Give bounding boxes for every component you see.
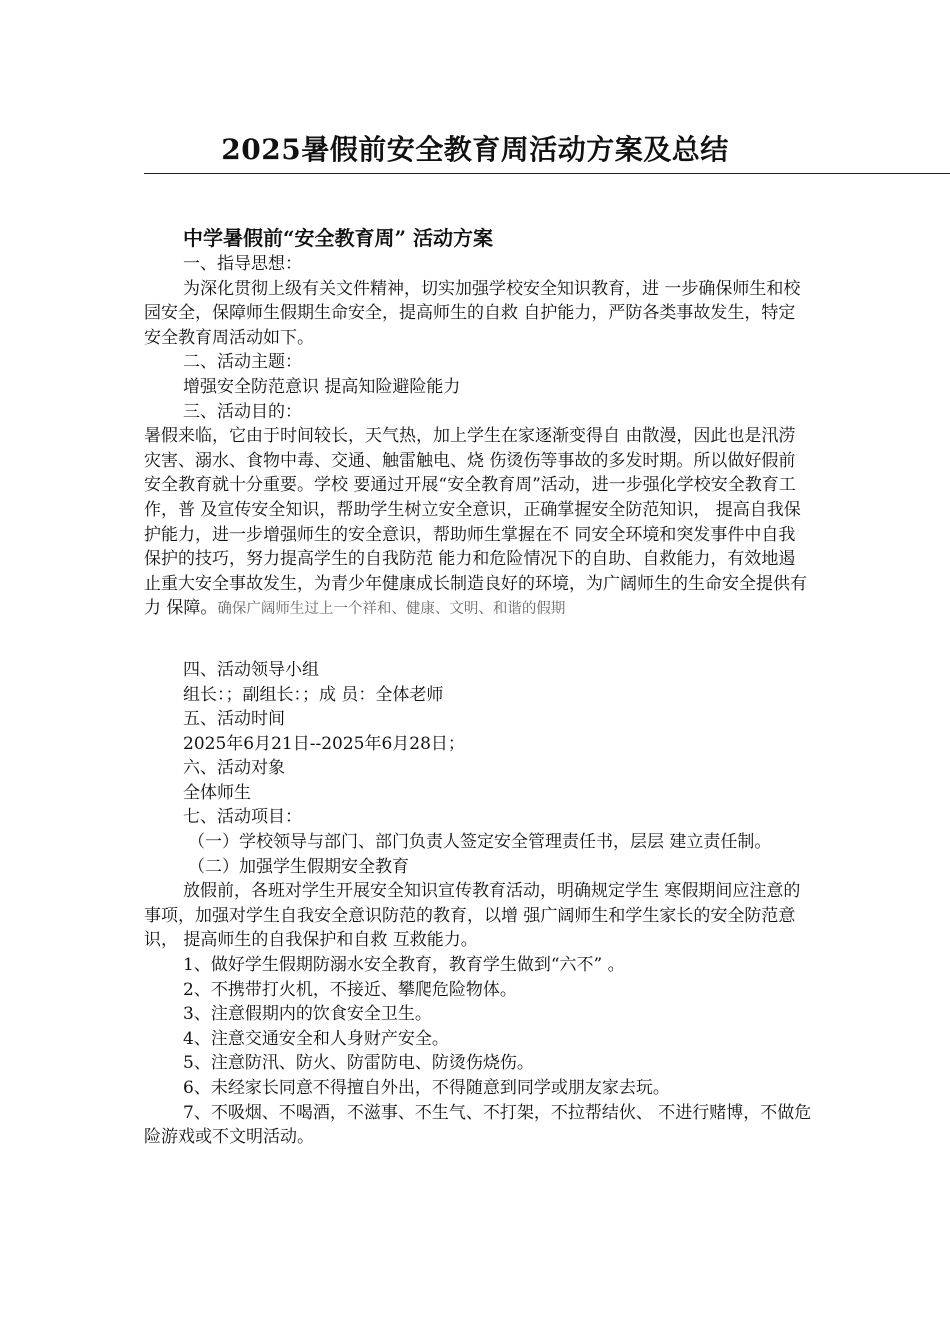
section-7-heading: 七、活动项目： (183, 807, 302, 828)
section-5-body: 2025年6月21日--2025年6月28日； (183, 733, 465, 754)
list-item: 3、注意假期内的饮食安全卫生。 (183, 1004, 432, 1025)
plan-subtitle: 中学暑假前“安全教育周” 活动方案 (183, 226, 493, 250)
section-7-item-2: （二）加强学生假期安全教育 (188, 856, 409, 877)
list-item: 5、注意防汛、防火、防雷防电、防烫伤烧伤。 (183, 1053, 534, 1074)
section-7-item-2-body: 放假前，各班对学生开展安全知识宣传教育活动，明确规定学生 寒假期间应注意的事项，加强对学生自我安全意识防范的教育，以增 强广阔师生和学生家长的安全防范意识， 提高师生的自我保护和自救 互救能力。 (144, 881, 801, 951)
list-item: 1、做好学生假期防溺水安全教育，教育学生做到“六不” 。 (183, 955, 625, 976)
title-rule (144, 173, 950, 174)
section-3-note: 确保广阔师生过上一个祥和、健康、文明、和谐的假期 (217, 601, 566, 618)
section-3-body (144, 424, 812, 622)
section-6-heading: 六、活动对象 (183, 758, 285, 779)
section-3-text: 暑假来临，它由于时间较长，天气热，加上学生在家逐渐变得自 由散漫，因此也是汛涝灾害、溺水、食物中毒、交通、触雷触电、烧 伤烫伤等事故的多发时期。所以做好假前安全教育就十分重要。学校 要通过开展“安全教育周”活动，进一步强化学校安全教育工作，普 及宣传安全知识，帮助学生树立安全意识，正确掌握安全防范知识， 提高自我保护能力，进一步增强师生的安全意识，帮助师生掌握在不 同安全环境和突发事件中自我保护的技巧，努力提高学生的自我防范 能力和危险情况下的自助、自救能力，有效地遏止重大安全事故发生，为青少年健康成长制造良好的环境，为广阔师生的生命安全提供有力 保障。 (144, 426, 807, 619)
section-4-heading: 四、活动领导小组 (183, 659, 319, 680)
section-1-heading: 一、指导思想： (183, 254, 302, 274)
list-item: 7、不吸烟、不喝酒，不滋事、不生气、不打架，不拉帮结伙、 不进行赌博，不做危险游戏或不文明活动。 (144, 1102, 812, 1148)
list-item: 6、未经家长同意不得擅自外出，不得随意到同学或朋友家去玩。 (183, 1078, 670, 1098)
section-4-body: 组长：；副组长：；成 员：全体老师 (183, 684, 444, 705)
document-title: 2025暑假前安全教育周活动方案及总结 (221, 133, 729, 166)
list-item: 4、注意交通安全和人身财产安全。 (183, 1028, 449, 1049)
section-2-heading: 二、活动主题： (183, 352, 302, 373)
section-6-body: 全体师生 (183, 782, 251, 803)
section-3-heading: 三、活动目的： (183, 401, 302, 422)
spacer (144, 622, 812, 658)
section-7-item-1: （一）学校领导与部门、部门负责人签定安全管理责任书，层层 建立责任制。 (188, 832, 772, 853)
section-1-body: 为深化贯彻上级有关文件精神，切实加强学校安全知识教育，进 一步确保师生和校园安全，保障师生假期生命安全，提高师生的自救 自护能力，严防各类事故发生，特定安全教育周活动如下。 (144, 278, 801, 348)
list-item: 2、不携带打火机，不接近、攀爬危险物体。 (183, 979, 517, 1000)
document-body (144, 224, 812, 1150)
section-5-heading: 五、活动时间 (183, 709, 285, 730)
section-2-body: 增强安全防范意识 提高知险避险能力 (183, 376, 461, 397)
